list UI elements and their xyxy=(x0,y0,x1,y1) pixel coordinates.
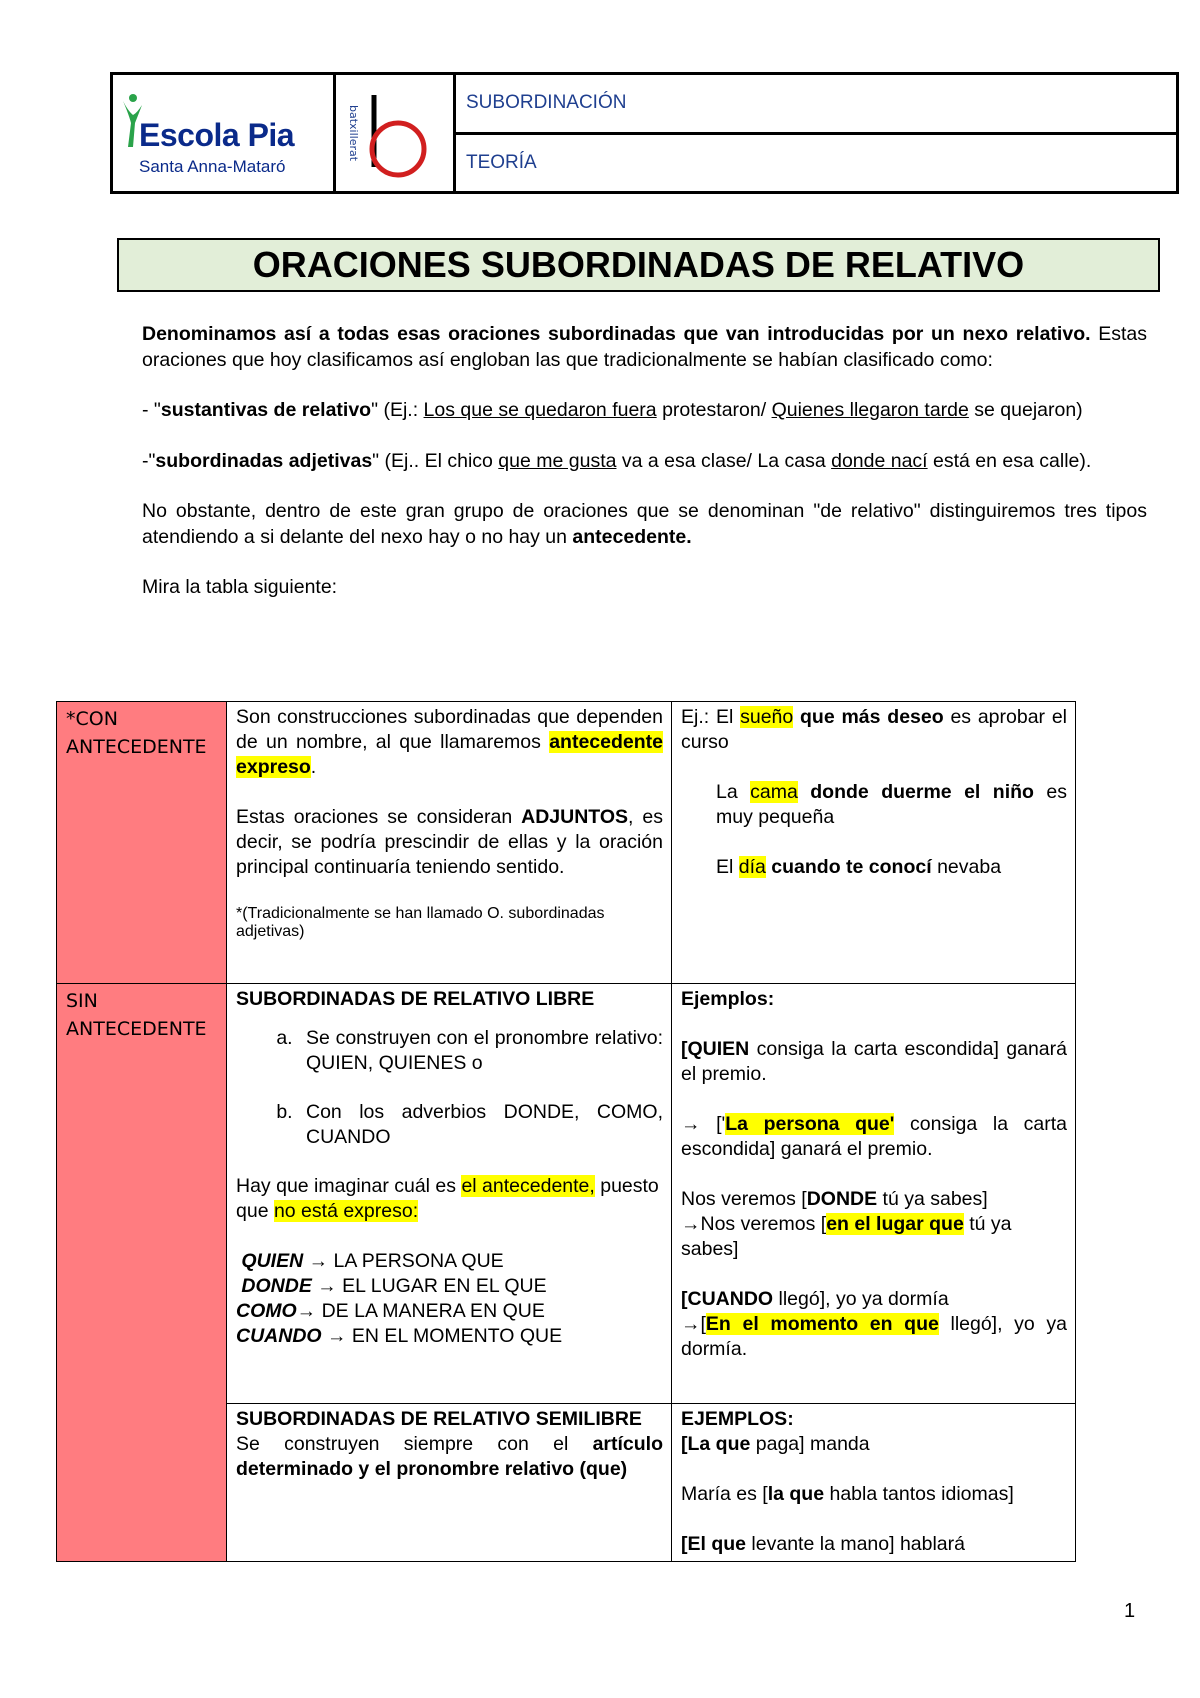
intro-text xyxy=(142,322,1147,626)
intro-paragraph: Denominamos así a todas esas oraciones subordinadas que van introducidas por un nexo relativo. Estas oraciones que hoy clasificamos así engloban las que tradicionalmente se habían clasificado como: xyxy=(142,323,1147,371)
label-con-antecedente: *CON ANTECEDENTE xyxy=(57,702,227,984)
logo-subtitle: Santa Anna-Mataró xyxy=(139,157,286,176)
batxillerat-logo xyxy=(336,75,456,191)
school-logo xyxy=(113,75,336,191)
semilibre-examples: EJEMPLOS: [La que paga] manda María es [la que habla tantos idiomas] [El que levante la mano] hablará xyxy=(672,1404,1076,1562)
bullet-adjetivas: -"subordinadas adjetivas" (Ej.. El chico que me gusta va a esa clase/ La casa donde nací está en esa calle). xyxy=(142,449,1092,472)
relative-clauses-table xyxy=(56,701,1076,1562)
logo-name: Escola Pia xyxy=(139,117,295,153)
page-title: ORACIONES SUBORDINADAS DE RELATIVO xyxy=(117,238,1160,292)
types-paragraph: No obstante, dentro de este gran grupo de oraciones que se denominan "de relativo" distinguiremos tres tipos atendiendo a si delante del nexo hay o no hay un antecedente. xyxy=(142,500,1147,548)
semilibre-description: SUBORDINADAS DE RELATIVO SEMILIBRE Se construyen siempre con el artículo determinado y el pronombre relativo (que) xyxy=(227,1404,672,1562)
bullet-sustantivas: - "sustantivas de relativo" (Ej.: Los que se quedaron fuera protestaron/ Quienes llegaron tarde se quejaron) xyxy=(142,399,1083,421)
subject-label: SUBORDINACIÓN xyxy=(456,75,1176,135)
table-intro: Mira la tabla siguiente: xyxy=(142,576,338,598)
libre-examples: Ejemplos: [QUIEN consiga la carta escondida] ganará el premio. → ['La persona que' consiga la carta escondida] ganará el premio. Nos veremos [DONDE tú ya sabes] →Nos veremos [en el lugar que tú ya sabes] [CUANDO llegó], yo ya dormía →[En el momento en que llegó], yo ya dormía. xyxy=(672,984,1076,1404)
svg-text:batxillerat: batxillerat xyxy=(347,105,360,162)
table-row xyxy=(57,702,1076,984)
page-number: 1 xyxy=(1124,1600,1136,1622)
libre-description: SUBORDINADAS DE RELATIVO LIBRE a. Se construyen con el pronombre relativo: QUIEN, QUIENES o b. Con los adverbios DONDE, COMO, CUANDO Hay que imaginar cuál es el antecedente, puesto que no está expreso: QUIEN → LA PERSONA QUE DONDE → EL LUGAR EN EL QUE COMO→ DE LA MANERA EN QUE CUANDO → EN EL MOMENTO QUE xyxy=(227,984,672,1404)
table-row xyxy=(57,984,1076,1404)
document-header xyxy=(110,72,1179,194)
con-antecedente-description: Son construcciones subordinadas que dependen de un nombre, al que llamaremos antecedente expreso. Estas oraciones se consideran ADJUNTOS, es decir, se podría prescindir de ellas y la oración principal continuaría teniendo sentido. *(Tradicionalmente se han llamado O. subordinadas adjetivas) xyxy=(227,702,672,984)
section-label: TEORÍA xyxy=(466,151,537,173)
con-antecedente-examples: Ej.: El sueño que más deseo es aprobar el curso La cama donde duerme el niño es muy pequeña El día cuando te conocí nevaba xyxy=(672,702,1076,984)
batxillerat-b-icon xyxy=(336,75,447,191)
label-sin-antecedente: SIN ANTECEDENTE xyxy=(57,984,227,1562)
traditional-note: *(Tradicionalmente se han llamado O. subordinadas adjetivas) xyxy=(236,905,605,940)
